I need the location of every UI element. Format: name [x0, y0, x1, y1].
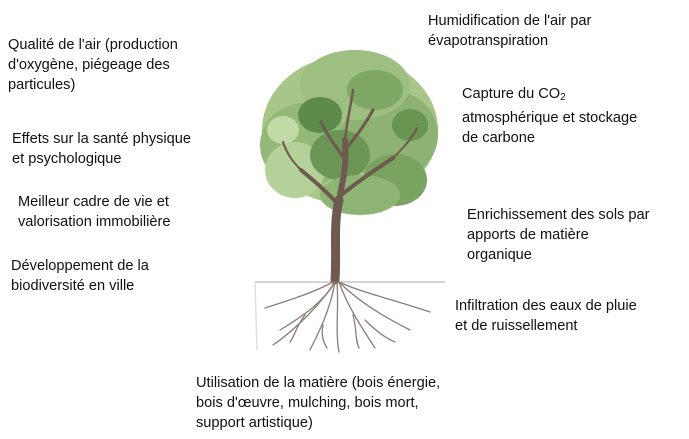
label-enrichissement-sols: Enrichissement des sols par apports de matière organique [467, 207, 650, 263]
ground-edge [255, 282, 257, 350]
label-sante: Effets sur la santé physique et psychologique [12, 131, 192, 167]
co2-subscript: 2 [560, 92, 566, 103]
co2-prefix: Capture du CO [462, 86, 561, 102]
label-biodiversite: Développement de la biodiversité en ville [11, 258, 149, 294]
co2-rest: atmosphérique et stockage de carbone [462, 110, 638, 146]
label-capture-co2 [462, 84, 687, 148]
tree-illustration [235, 30, 465, 360]
label-cadre-de-vie: Meilleur cadre de vie et valorisation immobilière [18, 194, 171, 230]
label-qualite-air: Qualité de l'air (production d'oxygène, piégeage des particules) [8, 37, 178, 93]
label-utilisation-matiere: Utilisation de la matière (bois énergie, bois d'œuvre, mulching, bois mort, support artistique) [196, 375, 441, 431]
tree-roots [265, 282, 430, 352]
label-humidification: Humidification de l'air par évapotranspiration [428, 13, 592, 49]
label-infiltration: Infiltration des eaux de pluie et de ruissellement [455, 298, 637, 334]
